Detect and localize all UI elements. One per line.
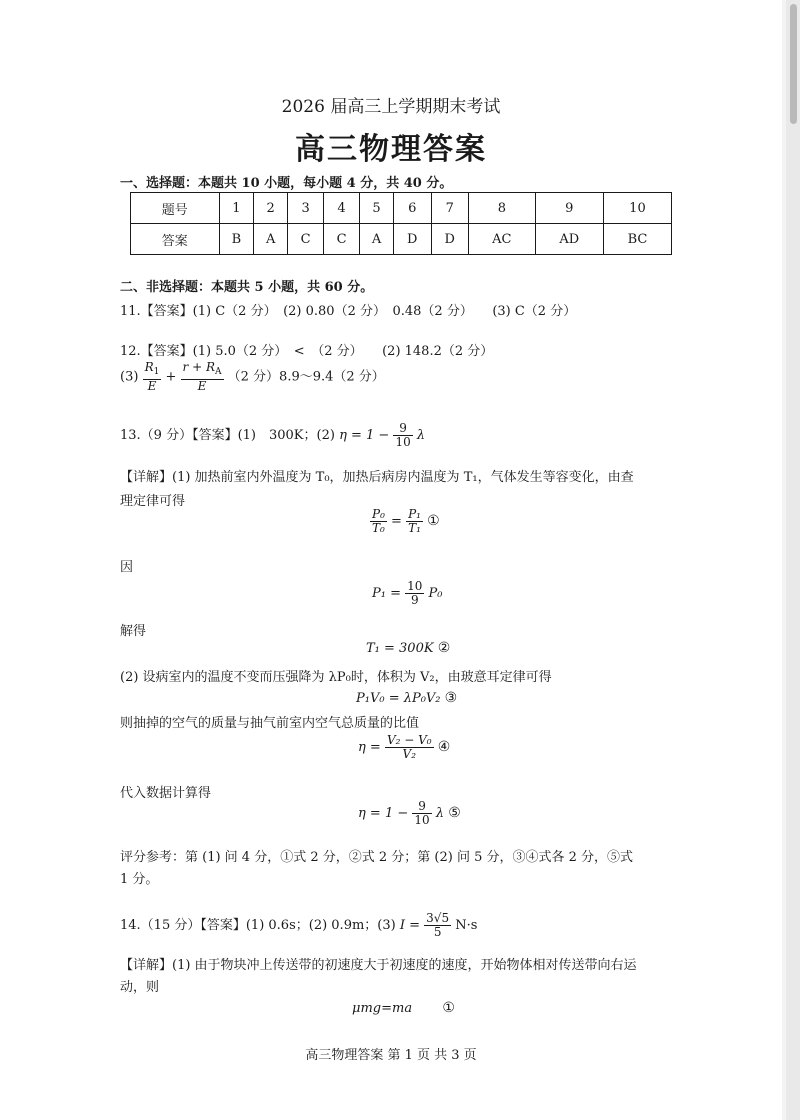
- answer-cell: A: [359, 224, 393, 255]
- q13-eta-fraction: $\frac{9}{10}$: [395, 421, 411, 449]
- q12-suffix: （2 分）8.9～9.4（2 分）: [227, 369, 385, 385]
- answer-cell: D: [394, 224, 431, 255]
- q13-lead: 13.（9 分）【答案】(1) 300K；(2): [120, 428, 335, 443]
- q13-equation-3: P₁V₀ = λP₀V₂ ③: [356, 690, 458, 706]
- answer-cell: B: [219, 224, 254, 255]
- q12-fraction-2: $\frac{r + R_A}{E}$: [182, 360, 222, 393]
- section1-heading: 一、选择题：本题共 10 小题，每小题 4 分，共 40 分。: [120, 176, 453, 191]
- question-number: 6: [394, 193, 431, 224]
- question-number: 2: [254, 193, 288, 224]
- question-number: 7: [431, 193, 468, 224]
- answer-table: [130, 192, 672, 255]
- question-number: 5: [359, 193, 393, 224]
- section2-heading: 二、非选择题：本题共 5 小题，共 60 分。: [120, 280, 374, 295]
- question-number: 1: [219, 193, 254, 224]
- q13-equation-5: η = 1 − $\frac{9}{10}$ λ ⑤: [358, 799, 461, 827]
- answer-cell: A: [254, 224, 288, 255]
- q13-detail-line1: 【详解】(1) 加热前室内外温度为 T₀，加热后病房内温度为 T₁，气体发生等容变化，由查: [120, 470, 634, 485]
- q14-answer: 14.（15 分）【答案】(1) 0.6s；(2) 0.9m；(3) I = $\frac{3√5}{5}$ N·s: [120, 911, 478, 939]
- q14-detail-line2: 动，则: [120, 980, 160, 995]
- q13-because: 因: [120, 560, 134, 575]
- q13-substitute: 代入数据计算得: [120, 786, 212, 801]
- q14-equation-1: μmg=ma ①: [352, 1000, 455, 1016]
- q12-fraction-1: $\frac{R_1}{E}$: [144, 360, 160, 393]
- q13-part2-line: (2) 设病室内的温度不变而压强降为 λP₀时，体积为 V₂，由玻意耳定律可得: [120, 670, 552, 685]
- q12-answer-line2: [120, 361, 385, 393]
- q12-prefix: (3): [120, 369, 139, 385]
- answer-cell: AC: [469, 224, 536, 255]
- q13-answer: 13.（9 分）【答案】(1) 300K；(2) η = 1 − $\frac{9}{10}$ λ: [120, 421, 426, 449]
- table-row-answers: [131, 224, 672, 255]
- answer-cell: C: [324, 224, 360, 255]
- scrollbar-thumb[interactable]: [790, 4, 797, 124]
- question-number: 8: [469, 193, 536, 224]
- q14-impulse-fraction: $\frac{3√5}{5}$: [426, 911, 450, 939]
- q12-plus: +: [165, 369, 177, 385]
- q13-detail-line2: 理定律可得: [120, 494, 186, 509]
- q14-lead: 14.（15 分）【答案】(1) 0.6s；(2) 0.9m；(3): [120, 918, 396, 933]
- q13-equation-p1: P₁ = $\frac{10}{9}$ P₀: [372, 579, 443, 607]
- q14-detail-line1: 【详解】(1) 由于物块冲上传送带的初速度大于初速度的速度，开始物体相对传送带向右运: [120, 958, 637, 973]
- q13-scoring-line1: 评分参考：第 (1) 问 4 分，①式 2 分，②式 2 分；第 (2) 问 5 分，③④式各 2 分，⑤式: [120, 850, 634, 865]
- question-number: 3: [288, 193, 324, 224]
- page-footer: 高三物理答案 第 1 页 共 3 页: [305, 1048, 477, 1063]
- q11-answer: 11.【答案】(1) C（2 分） (2) 0.80（2 分） 0.48（2 分） (3) C（2 分）: [120, 304, 577, 319]
- q13-equation-4: η = $\frac{\text{V₂ − V₀}}{\text{V₂}}$ ④: [358, 733, 451, 761]
- answer-cell: AD: [535, 224, 603, 255]
- question-number: 9: [535, 193, 603, 224]
- row-label-number: 题号: [131, 193, 220, 224]
- q13-ratio-line: 则抽掉的空气的质量与抽气前室内空气总质量的比值: [120, 716, 420, 731]
- answer-cell: C: [288, 224, 324, 255]
- question-number: 4: [324, 193, 360, 224]
- row-label-answer: 答案: [131, 224, 220, 255]
- table-row-numbers: [131, 193, 672, 224]
- q12-answer-line1: 12.【答案】(1) 5.0（2 分） < （2 分） (2) 148.2（2 分）: [120, 344, 494, 359]
- q13-scoring-line2: 1 分。: [120, 872, 159, 887]
- q13-equation-1: $\frac{\text{P₀}}{\text{T₀}}$ = $\frac{\text{P₁}}{\text{T₁}}$ ①: [372, 507, 440, 535]
- answer-cell: D: [431, 224, 468, 255]
- exam-title: 2026 届高三上学期期末考试: [281, 97, 501, 117]
- q13-equation-2: T₁ = 300K ②: [366, 640, 451, 656]
- answer-title: 高三物理答案: [295, 132, 487, 167]
- q13-solve: 解得: [120, 624, 147, 639]
- answer-cell: BC: [603, 224, 671, 255]
- vertical-scrollbar[interactable]: [786, 0, 800, 1120]
- question-number: 10: [603, 193, 671, 224]
